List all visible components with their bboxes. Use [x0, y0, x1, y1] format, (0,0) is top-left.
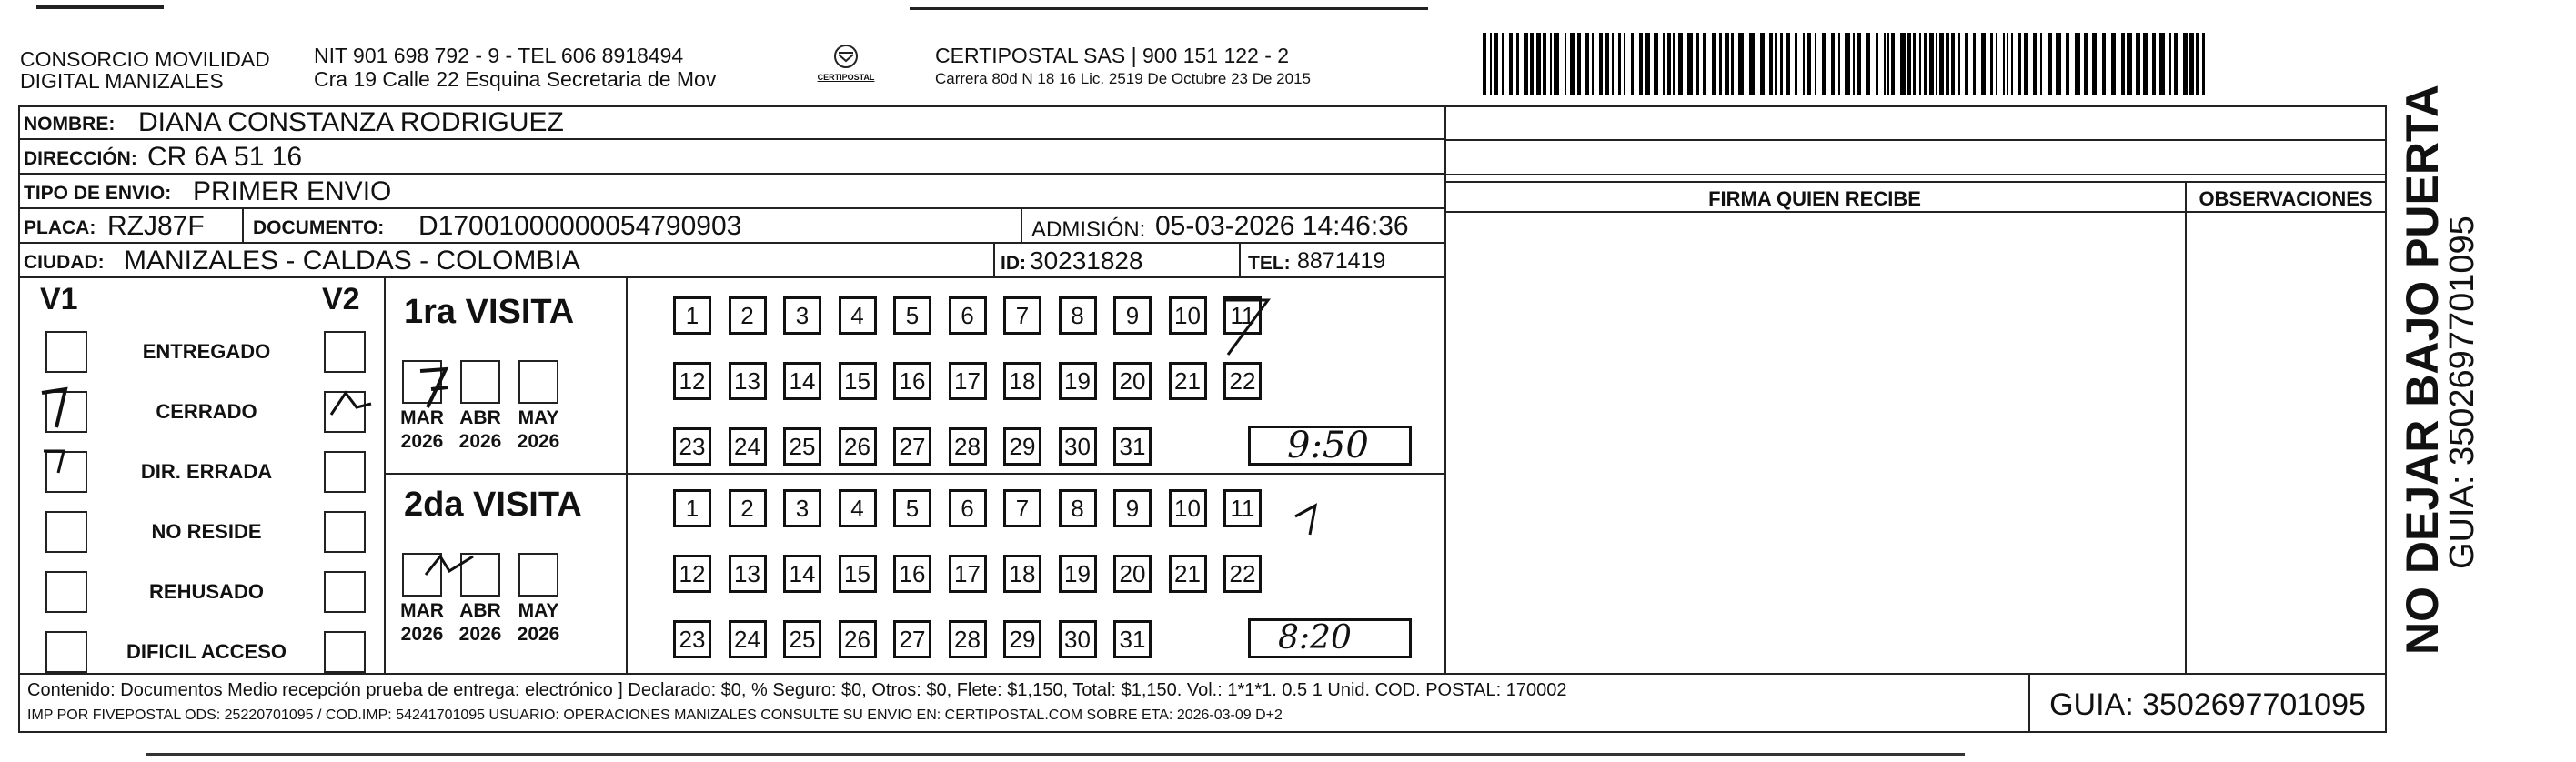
day9-mark: [1226, 300, 1268, 355]
address-label: DIRECCIÓN:: [24, 148, 137, 169]
day-box[interactable]: 10: [1169, 296, 1207, 335]
footer-imp: IMP POR FIVEPOSTAL ODS: 25220701095 / COD.IMP: 54241701095 USUARIO: OPERACIONES MANIZALES CONSULTE SU ENVIO EN: CERTIPOSTAL.COM SOBRE ETA: 2026-03-09 D+2: [27, 707, 1283, 723]
year-label: 2026: [517, 431, 560, 452]
observations-header: OBSERVACIONES: [2199, 187, 2373, 210]
address-value: CR 6A 51 16: [147, 142, 303, 172]
plate-label: PLACA:: [24, 217, 96, 238]
month-label: ABR: [459, 407, 501, 428]
footer-content: Contenido: Documentos Medio recepción prueba de entrega: electrónico ] Declarado: $0, % Seguro: $0, Otros: $0, Flete: $1,150, Total: $1,150. Vol.: 1*1*1. 0.5 1 Unid. COD. POSTAL: 170002: [27, 680, 1567, 700]
day-box[interactable]: 2: [729, 489, 767, 527]
day-box[interactable]: 4: [839, 296, 877, 335]
day-box[interactable]: 10: [1169, 489, 1207, 527]
v1-dir-errada-mark: [44, 451, 64, 473]
day-box[interactable]: 5: [893, 296, 931, 335]
day-box[interactable]: 12: [673, 362, 711, 400]
first-visit-title: 1ra VISITA: [404, 293, 575, 331]
day-box[interactable]: 3: [783, 489, 821, 527]
footer-guide: GUIA: 3502697701095: [2049, 687, 2366, 722]
day-box[interactable]: 28: [949, 427, 987, 466]
name-value: DIANA CONSTANZA RODRIGUEZ: [138, 107, 564, 137]
v2-label: V2: [322, 282, 360, 316]
day-box[interactable]: 20: [1113, 362, 1152, 400]
day-box[interactable]: 2: [729, 296, 767, 335]
company-name-line2: DIGITAL MANIZALES: [20, 69, 224, 93]
day-box[interactable]: 11: [1223, 296, 1262, 335]
v2-cerrado-mark: [331, 393, 371, 415]
name-label: NOMBRE:: [24, 114, 116, 135]
day-box[interactable]: 27: [893, 620, 931, 658]
day-box[interactable]: 16: [893, 362, 931, 400]
day-box[interactable]: 12: [673, 555, 711, 593]
tel-label: TEL:: [1248, 253, 1291, 274]
first-visit-time: 9:50: [1287, 425, 1369, 466]
day-box[interactable]: 23: [673, 620, 711, 658]
day-box[interactable]: 29: [1003, 620, 1041, 658]
mar1-mark: [420, 369, 448, 407]
day-box[interactable]: 30: [1059, 427, 1097, 466]
document-value: D17001000000054790903: [418, 211, 742, 241]
day-box[interactable]: 22: [1223, 362, 1262, 400]
id-value: 30231828: [1030, 246, 1143, 275]
day-box[interactable]: 8: [1059, 296, 1097, 335]
day-box[interactable]: 25: [783, 427, 821, 466]
carrier-line2: Carrera 80d N 18 16 Lic. 2519 De Octubre 23 De 2015: [935, 70, 1311, 87]
day-box[interactable]: 28: [949, 620, 987, 658]
side-guide: GUIA: 3502697701095: [2443, 216, 2481, 569]
shipment-type-value: PRIMER ENVIO: [193, 176, 392, 206]
day-box[interactable]: 15: [839, 555, 877, 593]
day-box[interactable]: 7: [1003, 296, 1041, 335]
city-value: MANIZALES - CALDAS - COLOMBIA: [124, 246, 580, 276]
day-box[interactable]: 13: [729, 362, 767, 400]
option-label: CERRADO: [156, 400, 257, 423]
second-visit-title: 2da VISITA: [404, 486, 582, 524]
signature-header: FIRMA QUIEN RECIBE: [1708, 187, 1921, 210]
day-box[interactable]: 31: [1113, 427, 1152, 466]
day-box[interactable]: 24: [729, 620, 767, 658]
day-box[interactable]: 14: [783, 362, 821, 400]
day-box[interactable]: 29: [1003, 427, 1041, 466]
day-box[interactable]: 1: [673, 489, 711, 527]
day-box[interactable]: 11: [1223, 489, 1262, 527]
day-box[interactable]: 3: [783, 296, 821, 335]
day-box[interactable]: 19: [1059, 362, 1097, 400]
carrier-line1: CERTIPOSTAL SAS | 900 151 122 - 2: [935, 44, 1290, 67]
day-box[interactable]: 27: [893, 427, 931, 466]
day-box[interactable]: 6: [949, 296, 987, 335]
day-box[interactable]: 7: [1003, 489, 1041, 527]
v1-cerrado-mark: [42, 389, 65, 427]
day-box[interactable]: 19: [1059, 555, 1097, 593]
mar2-mark: [426, 556, 473, 575]
day-box[interactable]: 8: [1059, 489, 1097, 527]
day-box[interactable]: 22: [1223, 555, 1262, 593]
admission-label: ADMISIÓN:: [1031, 217, 1146, 242]
plate-value: RZJ87F: [107, 211, 205, 241]
month-label: MAY: [518, 600, 559, 621]
day-box[interactable]: 24: [729, 427, 767, 466]
month-label: ABR: [459, 600, 501, 621]
year-label: 2026: [517, 624, 560, 645]
day-box[interactable]: 14: [783, 555, 821, 593]
year-label: 2026: [458, 431, 502, 452]
month-label: MAR: [400, 407, 444, 428]
company-name-line1: CONSORCIO MOVILIDAD: [20, 47, 270, 71]
day-box[interactable]: 23: [673, 427, 711, 466]
shipment-type-label: TIPO DE ENVIO:: [24, 183, 172, 204]
day-box[interactable]: 31: [1113, 620, 1152, 658]
tel-value: 8871419: [1297, 248, 1386, 274]
option-label: NO RESIDE: [151, 520, 262, 543]
day-box[interactable]: 21: [1169, 555, 1207, 593]
day-box[interactable]: 9: [1113, 296, 1152, 335]
company-address: Cra 19 Calle 22 Esquina Secretaria de Mov: [314, 67, 717, 91]
option-label: REHUSADO: [149, 580, 264, 603]
day10-mark: [1295, 506, 1315, 535]
year-label: 2026: [400, 624, 444, 645]
day-box[interactable]: 20: [1113, 555, 1152, 593]
admission-value: 05-03-2026 14:46:36: [1155, 211, 1409, 241]
day-box[interactable]: 15: [839, 362, 877, 400]
year-label: 2026: [458, 624, 502, 645]
footer-line: [18, 673, 2387, 675]
day-box[interactable]: 6: [949, 489, 987, 527]
day-box[interactable]: 13: [729, 555, 767, 593]
day-box[interactable]: 9: [1113, 489, 1152, 527]
option-label: ENTREGADO: [142, 340, 271, 363]
day-box[interactable]: 18: [1003, 555, 1041, 593]
day-box[interactable]: 18: [1003, 362, 1041, 400]
v1-label: V1: [40, 282, 78, 316]
day-box[interactable]: 17: [949, 362, 987, 400]
option-label: DIFICIL ACCESO: [126, 640, 287, 663]
day-box[interactable]: 17: [949, 555, 987, 593]
day-box[interactable]: 5: [893, 489, 931, 527]
city-label: CIUDAD:: [24, 252, 105, 273]
day-box[interactable]: 25: [783, 620, 821, 658]
year-label: 2026: [400, 431, 444, 452]
month-label: MAY: [518, 407, 559, 428]
day-box[interactable]: 26: [839, 427, 877, 466]
logo-text: CERTIPOSTAL: [817, 73, 875, 82]
bottom-stroke: [146, 753, 1965, 756]
second-visit-time: 8:20: [1278, 619, 1352, 657]
day-box[interactable]: 1: [673, 296, 711, 335]
day-box[interactable]: 26: [839, 620, 877, 658]
option-label: DIR. ERRADA: [140, 460, 273, 483]
company-nit: NIT 901 698 792 - 9 - TEL 606 8918494: [314, 44, 684, 67]
day-box[interactable]: 30: [1059, 620, 1097, 658]
day-box[interactable]: 4: [839, 489, 877, 527]
side-warning: NO DEJAR BAJO PUERTA: [2397, 85, 2448, 655]
document-label: DOCUMENTO:: [253, 217, 385, 238]
month-label: MAR: [400, 600, 444, 621]
day-box[interactable]: 21: [1169, 362, 1207, 400]
day-box[interactable]: 16: [893, 555, 931, 593]
id-label: ID:: [1001, 253, 1026, 274]
